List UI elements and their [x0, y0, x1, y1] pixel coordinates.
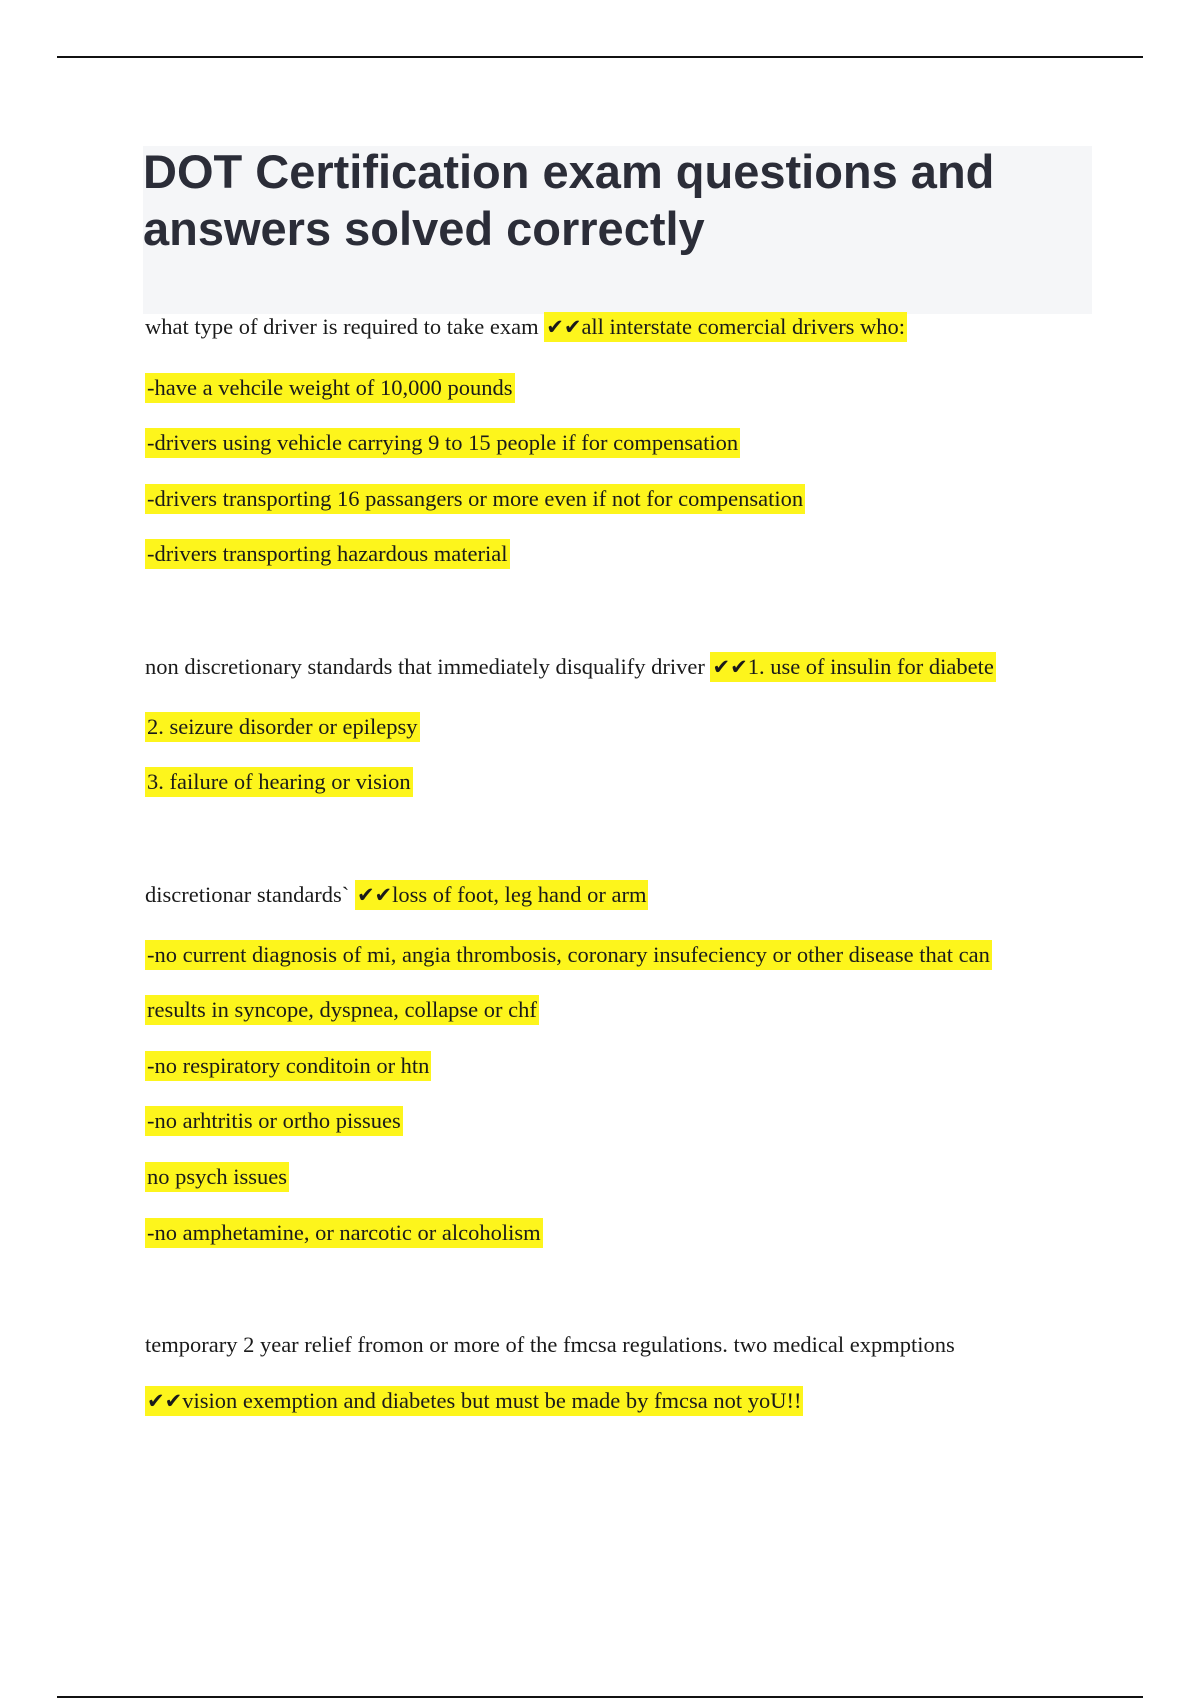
answer-text: vision exemption and diabetes but must be made by fmcsa not yoU!! [182, 1388, 802, 1413]
bottom-rule [57, 1696, 1143, 1698]
check-mark-icon: ✔✔ [356, 883, 393, 907]
answer-line: -have a vehcile weight of 10,000 pounds [145, 373, 515, 403]
answer-line: -drivers transporting 16 passangers or more even if not for compensation [145, 484, 805, 514]
answer-line: -no current diagnosis of mi, angia thrombosis, coronary insufeciency or other disease that can [145, 940, 992, 970]
check-mark-icon: ✔✔ [147, 1389, 183, 1413]
answer-line: -no amphetamine, or narcotic or alcoholism [145, 1218, 543, 1248]
answer-line: -drivers transporting hazardous material [145, 539, 510, 569]
question-text: non discretionary standards that immediately disqualify driver [145, 654, 705, 679]
qa-4-answer-line [145, 1386, 803, 1416]
qa-2-question-line [145, 652, 996, 682]
check-mark-icon: ✔✔ [546, 315, 582, 339]
check-mark-icon: ✔✔ [712, 655, 748, 679]
answer-text: all interstate comercial drivers who: [581, 314, 906, 339]
answer-line: -drivers using vehicle carrying 9 to 15 people if for compensation [145, 428, 740, 458]
question-text: discretionar standards` [145, 882, 350, 907]
answer-line: -no respiratory conditoin or htn [145, 1051, 431, 1081]
qa-1-question-line [145, 312, 907, 342]
question-text: temporary 2 year relief fromon or more of the fmcsa regulations. two medical expmptions [145, 1332, 955, 1357]
answer-line: no psych issues [145, 1162, 289, 1192]
top-rule [57, 56, 1143, 58]
question-text: what type of driver is required to take exam [145, 314, 539, 339]
document-title: DOT Certification exam questions and answers solved correctly [143, 145, 995, 255]
answer-text: loss of foot, leg hand or arm [392, 882, 647, 907]
answer-line: 3. failure of hearing or vision [145, 767, 413, 797]
answer-line: -no arhtritis or ortho pissues [145, 1106, 403, 1136]
qa-3-question-line [145, 880, 648, 910]
qa-4-question-line [145, 1330, 955, 1360]
answer-line: 2. seizure disorder or epilepsy [145, 712, 420, 742]
answer-line: results in syncope, dyspnea, collapse or chf [145, 995, 539, 1025]
answer-text: 1. use of insulin for diabete [747, 654, 994, 679]
